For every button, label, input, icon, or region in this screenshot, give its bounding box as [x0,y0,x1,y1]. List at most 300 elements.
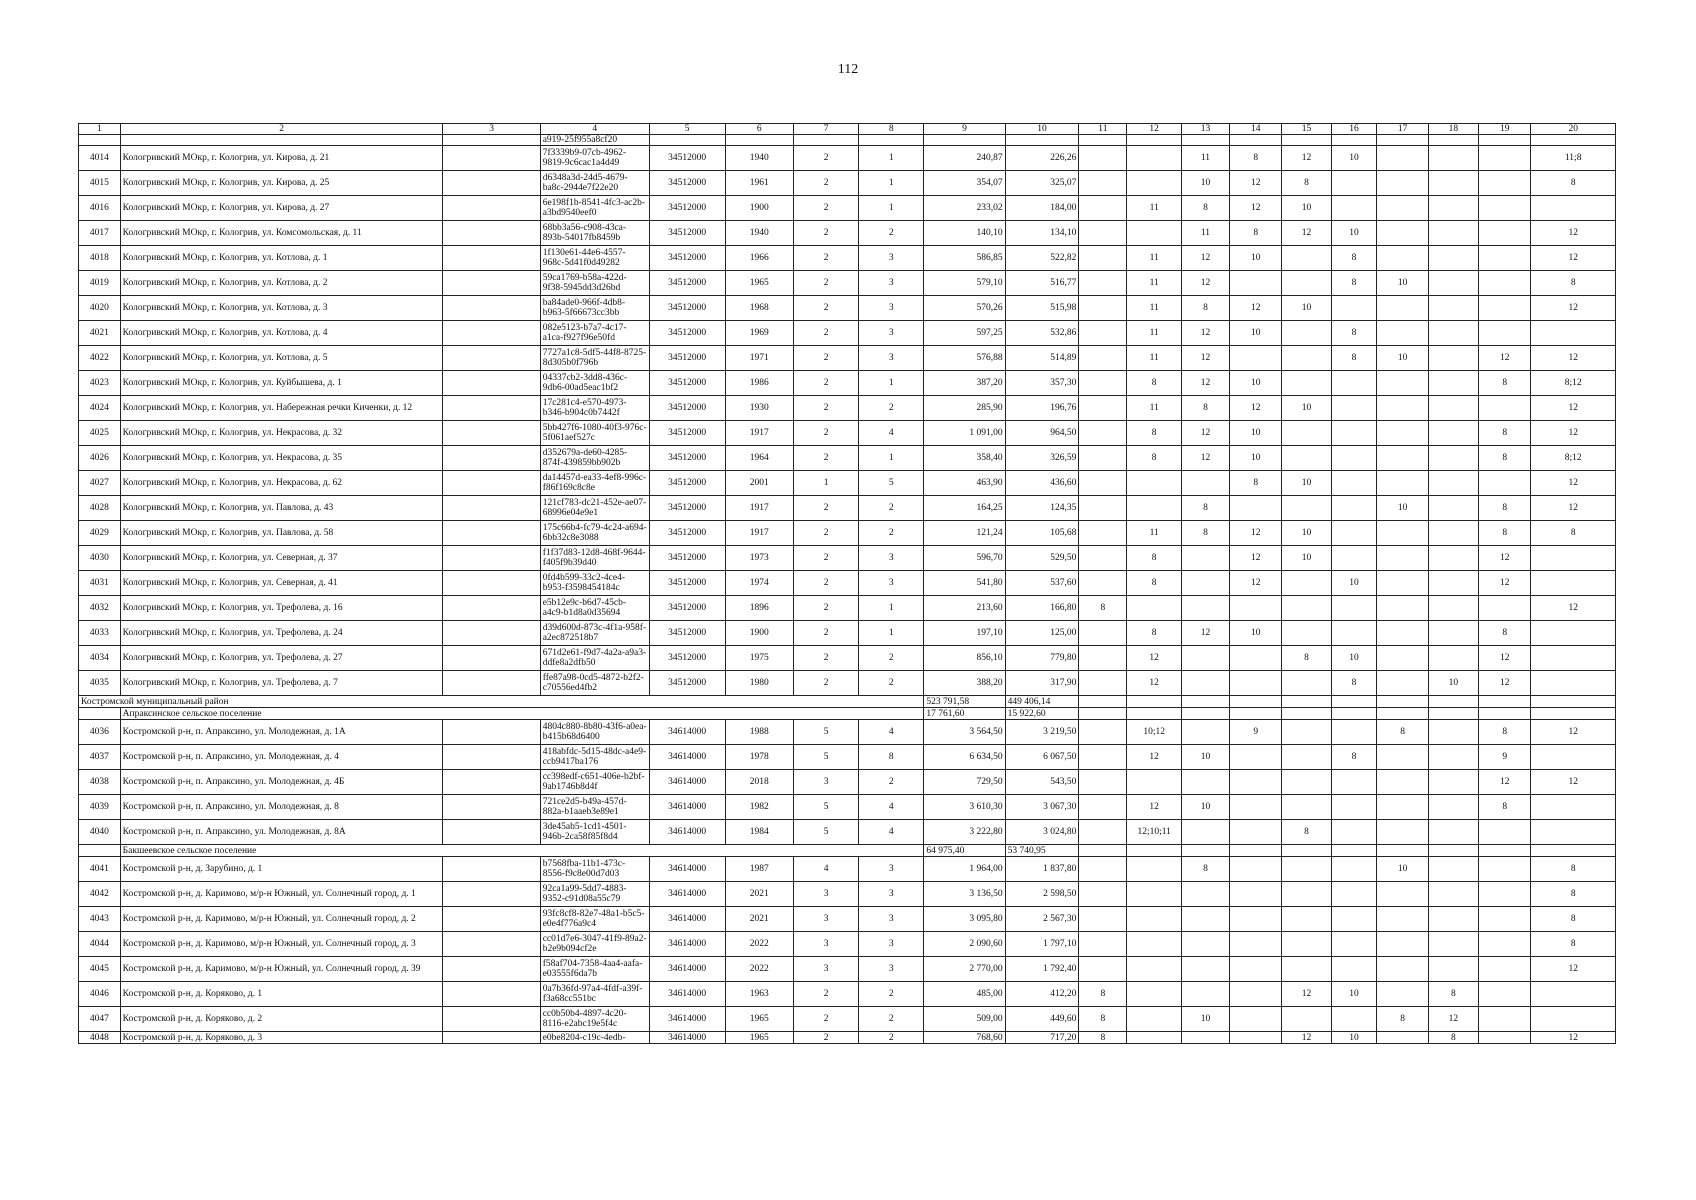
empty-cell [1531,708,1616,720]
cell [1181,546,1229,571]
cell: 12 [1181,421,1229,446]
column-header: 13 [1181,124,1229,135]
cell [1282,246,1331,271]
cell: 12 [1181,271,1229,296]
cell [1181,820,1229,845]
cell: 10 [1181,1007,1229,1032]
row-number-cell: 4042 [79,882,121,907]
cell: 1 [859,171,924,196]
cell [1230,646,1282,671]
cell [1331,907,1377,932]
table-row [79,421,1616,446]
area-cell: 516,77 [1005,271,1079,296]
uuid-cell: 121cf783-dc21-452e-ae07-68996e04e9e1 [540,496,649,521]
area-cell: 3 024,80 [1005,820,1079,845]
table-row [79,795,1616,820]
area-cell: 121,24 [924,521,1005,546]
empty-cell [1377,708,1428,720]
table-row [79,271,1616,296]
table-body [79,124,1616,1044]
empty-cell [1531,135,1616,146]
cell [1428,346,1478,371]
cell [1282,671,1331,696]
address-cell: Кологривский МОкр, г. Кологрив, ул. Трефолева, д. 16 [120,596,443,621]
cell [1331,957,1377,982]
cell [1282,346,1331,371]
cell [1331,296,1377,321]
cell: 4 [859,820,924,845]
cell: 12 [1531,221,1616,246]
cell: 10 [1230,321,1282,346]
address-cell: Кологривский МОкр, г. Кологрив, ул. Котлова, д. 2 [120,271,443,296]
cell [1331,546,1377,571]
year-cell: 1973 [725,546,793,571]
cell [443,171,540,196]
cell: 8 [1079,982,1127,1007]
oktmo-cell: 34614000 [649,795,725,820]
cell [443,795,540,820]
uuid-cell: d352679a-de60-4285-874f-439859bb902b [540,446,649,471]
cell: 8 [1479,446,1531,471]
cell: 3 [859,246,924,271]
cell: 12 [1230,571,1282,596]
cell [1428,446,1478,471]
row-number-cell: 4019 [79,271,121,296]
empty-cell [1181,696,1229,708]
cell [1282,621,1331,646]
cell [1428,421,1478,446]
cell: 2 [793,671,858,696]
area-cell: 1 792,40 [1005,957,1079,982]
year-cell: 1965 [725,1007,793,1032]
cell: 8 [1331,745,1377,770]
cell [1282,882,1331,907]
cell [1377,621,1428,646]
area-cell: 436,60 [1005,471,1079,496]
area-cell: 856,10 [924,646,1005,671]
cell [1428,932,1478,957]
cell [1079,720,1127,745]
cell: 1 [859,146,924,171]
cell [1230,957,1282,982]
area-cell: 164,25 [924,496,1005,521]
cell [1531,321,1616,346]
area-cell: 3 136,50 [924,882,1005,907]
cell [1230,596,1282,621]
cell: 12 [1181,371,1229,396]
area-cell: 358,40 [924,446,1005,471]
cell: 11 [1127,396,1182,421]
cell: 12 [1127,745,1182,770]
cell [1079,246,1127,271]
empty-cell [1230,708,1282,720]
cell [1479,321,1531,346]
column-header: 12 [1127,124,1182,135]
cell [1479,246,1531,271]
year-cell: 1980 [725,671,793,696]
cell: 10 [1282,396,1331,421]
cell [1127,857,1182,882]
row-number-cell: 4020 [79,296,121,321]
row-number-cell: 4035 [79,671,121,696]
cell: 10 [1230,246,1282,271]
column-header: 2 [120,124,443,135]
cell: 2 [793,371,858,396]
cell: 10 [1230,421,1282,446]
cell: 12 [1230,296,1282,321]
area-cell: 543,50 [1005,770,1079,795]
year-cell: 1917 [725,496,793,521]
column-header: 19 [1479,124,1531,135]
empty-cell [1428,708,1478,720]
row-number-cell: 4024 [79,396,121,421]
cell [443,907,540,932]
cell [1428,321,1478,346]
empty-cell [1479,708,1531,720]
area-cell: 779,80 [1005,646,1079,671]
area-cell: 285,90 [924,396,1005,421]
oktmo-cell: 34512000 [649,446,725,471]
cell [1531,571,1616,596]
year-cell: 1969 [725,321,793,346]
area-cell: 240,87 [924,146,1005,171]
oktmo-cell: 34614000 [649,720,725,745]
cell [443,346,540,371]
row-number-cell: 4033 [79,621,121,646]
cell [1377,907,1428,932]
cell [1230,346,1282,371]
empty-cell [1181,708,1229,720]
area-cell: 124,35 [1005,496,1079,521]
cell [443,596,540,621]
row-number-cell: 4044 [79,932,121,957]
cell: 8 [1377,720,1428,745]
column-header: 8 [859,124,924,135]
uuid-cell: d6348a3d-24d5-4679-ba8c-2944e7f22e20 [540,171,649,196]
cell: 8 [1230,471,1282,496]
cell: 10 [1428,671,1478,696]
cell [1331,857,1377,882]
uuid-cell: cc398edf-c651-406e-b2bf-9ab1746b8d4f [540,770,649,795]
column-header-row [79,124,1616,135]
cell [1428,907,1478,932]
uuid-cell: 4804c880-8b80-43f6-a0ea-b415b68d6400 [540,720,649,745]
cell [1479,982,1531,1007]
table-row [79,932,1616,957]
table-row [79,621,1616,646]
cell [443,296,540,321]
cell [1428,371,1478,396]
cell: 12 [1230,171,1282,196]
cell [1127,496,1182,521]
area-cell: 532,86 [1005,321,1079,346]
area-cell: 6 634,50 [924,745,1005,770]
cell: 3 [859,571,924,596]
cell [1230,882,1282,907]
cell: 3 [859,907,924,932]
year-cell: 1940 [725,221,793,246]
cell [1282,496,1331,521]
cell: 8 [1282,820,1331,845]
cell [1079,421,1127,446]
row-number-cell: 4030 [79,546,121,571]
cell: 10 [1181,745,1229,770]
year-cell: 1975 [725,646,793,671]
area-cell: 514,89 [1005,346,1079,371]
year-cell: 1900 [725,621,793,646]
area-cell: 6 067,50 [1005,745,1079,770]
cell [1079,221,1127,246]
cell [1428,857,1478,882]
year-cell: 2021 [725,907,793,932]
cell: 8 [1479,421,1531,446]
cell [1377,671,1428,696]
cell: 5 [793,795,858,820]
address-cell: Кологривский МОкр, г. Кологрив, ул. Трефолева, д. 27 [120,646,443,671]
cell [1127,221,1182,246]
table-row [79,196,1616,221]
column-header: 1 [79,124,121,135]
cell [1282,795,1331,820]
cell: 8 [1331,671,1377,696]
cell: 12 [1531,770,1616,795]
table-row [79,371,1616,396]
row-number-cell: 4015 [79,171,121,196]
cell [1531,820,1616,845]
cell: 8 [1181,196,1229,221]
area-cell: 325,07 [1005,171,1079,196]
cell: 3 [793,770,858,795]
cell [1230,496,1282,521]
empty-cell [1079,696,1127,708]
cell: 8 [1127,371,1182,396]
empty-cell [859,135,924,146]
area-cell: 529,50 [1005,546,1079,571]
cell: 12 [1282,982,1331,1007]
cell [1079,171,1127,196]
cell [1079,346,1127,371]
cell [1079,371,1127,396]
cell [1331,770,1377,795]
cell [1428,471,1478,496]
cell [1428,171,1478,196]
area-cell: 3 564,50 [924,720,1005,745]
address-cell: Кологривский МОкр, г. Кологрив, ул. Трефолева, д. 7 [120,671,443,696]
year-cell: 1930 [725,396,793,421]
cell: 12 [1479,770,1531,795]
empty-cell [1282,845,1331,857]
column-header: 20 [1531,124,1616,135]
cell: 8 [1181,857,1229,882]
row-number-cell: 4046 [79,982,121,1007]
uuid-cell: cc01d7e6-3047-41f9-89a2-b2e9b094cf2e [540,932,649,957]
cell: 5 [859,471,924,496]
area-cell: 184,00 [1005,196,1079,221]
oktmo-cell: 34512000 [649,671,725,696]
cell [1428,795,1478,820]
uuid-cell: 418abfdc-5d15-48dc-a4e9-ccb9417ba176 [540,745,649,770]
uuid-cell: 0a7b36fd-97a4-4fdf-a39f-f3a68cc551bc [540,982,649,1007]
cell: 12 [1181,446,1229,471]
cell: 9 [1479,745,1531,770]
cell [443,546,540,571]
cell [443,246,540,271]
empty-cell [1230,135,1282,146]
cell [1079,820,1127,845]
cell [1282,421,1331,446]
uuid-cell: da14457d-ea33-4ef8-996c-f86f169c8c8e [540,471,649,496]
cell [1079,546,1127,571]
cell: 2 [859,646,924,671]
year-cell: 1982 [725,795,793,820]
cell [1282,446,1331,471]
cell: 12 [1127,795,1182,820]
cell: 5 [793,745,858,770]
cell [1181,471,1229,496]
cell [1531,546,1616,571]
area-cell: 357,30 [1005,371,1079,396]
cell: 8 [1282,646,1331,671]
cell: 10 [1282,546,1331,571]
cell [1428,820,1478,845]
cell [1428,196,1478,221]
cell [1230,745,1282,770]
empty-cell [924,135,1005,146]
cell [1377,982,1428,1007]
cell [443,371,540,396]
section-title: Апраксинское сельское поселение [120,708,924,720]
uuid-cell: 3de45ab5-1cd1-4501-946b-2ca58f85f8d4 [540,820,649,845]
cell: 10 [1230,371,1282,396]
cell [1079,621,1127,646]
empty-cell [1377,845,1428,857]
cell [1127,932,1182,957]
address-cell: Кологривский МОкр, г. Кологрив, ул. Павлова, д. 58 [120,521,443,546]
uuid-cell: f58af704-7358-4aa4-aafa-e03555f6da7b [540,957,649,982]
row-number-cell: 4017 [79,221,121,246]
oktmo-cell: 34512000 [649,171,725,196]
cell [443,271,540,296]
cell [1181,882,1229,907]
cell: 12 [1531,496,1616,521]
cell [1282,720,1331,745]
cell: 10 [1331,221,1377,246]
cell: 2 [859,1007,924,1032]
area-cell: 317,90 [1005,671,1079,696]
cell: 12 [1479,546,1531,571]
area-cell: 964,50 [1005,421,1079,446]
column-header: 3 [443,124,540,135]
oktmo-cell: 34614000 [649,982,725,1007]
cell: 12 [1282,146,1331,171]
cell: 8 [1127,571,1182,596]
row-number-cell: 4039 [79,795,121,820]
area-cell: 2 770,00 [924,957,1005,982]
cell: 11 [1127,321,1182,346]
cell [1377,546,1428,571]
table-row [79,1032,1616,1044]
cell: 8 [1531,932,1616,957]
address-cell: Костромской р-н, д. Зарубино, д. 1 [120,857,443,882]
cell: 1 [859,596,924,621]
address-cell: Кологривский МОкр, г. Кологрив, ул. Котлова, д. 5 [120,346,443,371]
cell [1282,596,1331,621]
cell [1331,396,1377,421]
cell [1181,671,1229,696]
area-cell: 1 091,00 [924,421,1005,446]
area-cell: 166,80 [1005,596,1079,621]
empty-cell [79,135,121,146]
cell [1230,795,1282,820]
cell: 2 [793,496,858,521]
cell [1282,907,1331,932]
table-row [79,296,1616,321]
cell: 8 [1181,396,1229,421]
area-cell: 3 095,80 [924,907,1005,932]
area-cell: 2 567,30 [1005,907,1079,932]
cell [1331,882,1377,907]
cell: 11 [1181,146,1229,171]
table-row [79,820,1616,845]
cell: 11 [1181,221,1229,246]
cell [1377,596,1428,621]
cell [1127,907,1182,932]
empty-cell [1127,845,1182,857]
uuid-cell: 671d2e61-f9d7-4a2a-a9a3-ddfe8a2dfb50 [540,646,649,671]
cell: 3 [793,882,858,907]
cell: 8 [1531,521,1616,546]
empty-cell [1377,135,1428,146]
cell [1331,621,1377,646]
cell: 8 [1331,246,1377,271]
address-cell: Кологривский МОкр, г. Кологрив, ул. Куйбышева, д. 1 [120,371,443,396]
cell: 9 [1230,720,1282,745]
area-cell: 537,60 [1005,571,1079,596]
cell [1282,571,1331,596]
empty-cell [1079,845,1127,857]
settlement-row [79,845,1616,857]
oktmo-cell: 34512000 [649,346,725,371]
cell [1181,571,1229,596]
address-cell: Кологривский МОкр, г. Кологрив, ул. Кирова, д. 21 [120,146,443,171]
cell [1377,795,1428,820]
year-cell: 2021 [725,882,793,907]
cell: 2 [859,221,924,246]
cell [1331,932,1377,957]
oktmo-cell: 34614000 [649,770,725,795]
cell [1079,770,1127,795]
cell [443,496,540,521]
cell [1377,521,1428,546]
cell [1181,1032,1229,1044]
uuid-cell: 0fd4b599-33c2-4ce4-b953-f3598454184c [540,571,649,596]
cell [1531,1007,1616,1032]
year-cell: 1984 [725,820,793,845]
address-cell: Кологривский МОкр, г. Кологрив, ул. Котлова, д. 3 [120,296,443,321]
address-cell: Кологривский МОкр, г. Кологрив, ул. Комсомольская, д. 11 [120,221,443,246]
cell [1230,932,1282,957]
table-row [79,671,1616,696]
oktmo-cell: 34512000 [649,621,725,646]
area-cell: 1 837,80 [1005,857,1079,882]
cell [1282,321,1331,346]
cell: 12 [1428,1007,1478,1032]
cell [1377,745,1428,770]
cell: 2 [793,421,858,446]
table-row [79,770,1616,795]
cell: 8 [1531,171,1616,196]
cell: 10 [1377,496,1428,521]
